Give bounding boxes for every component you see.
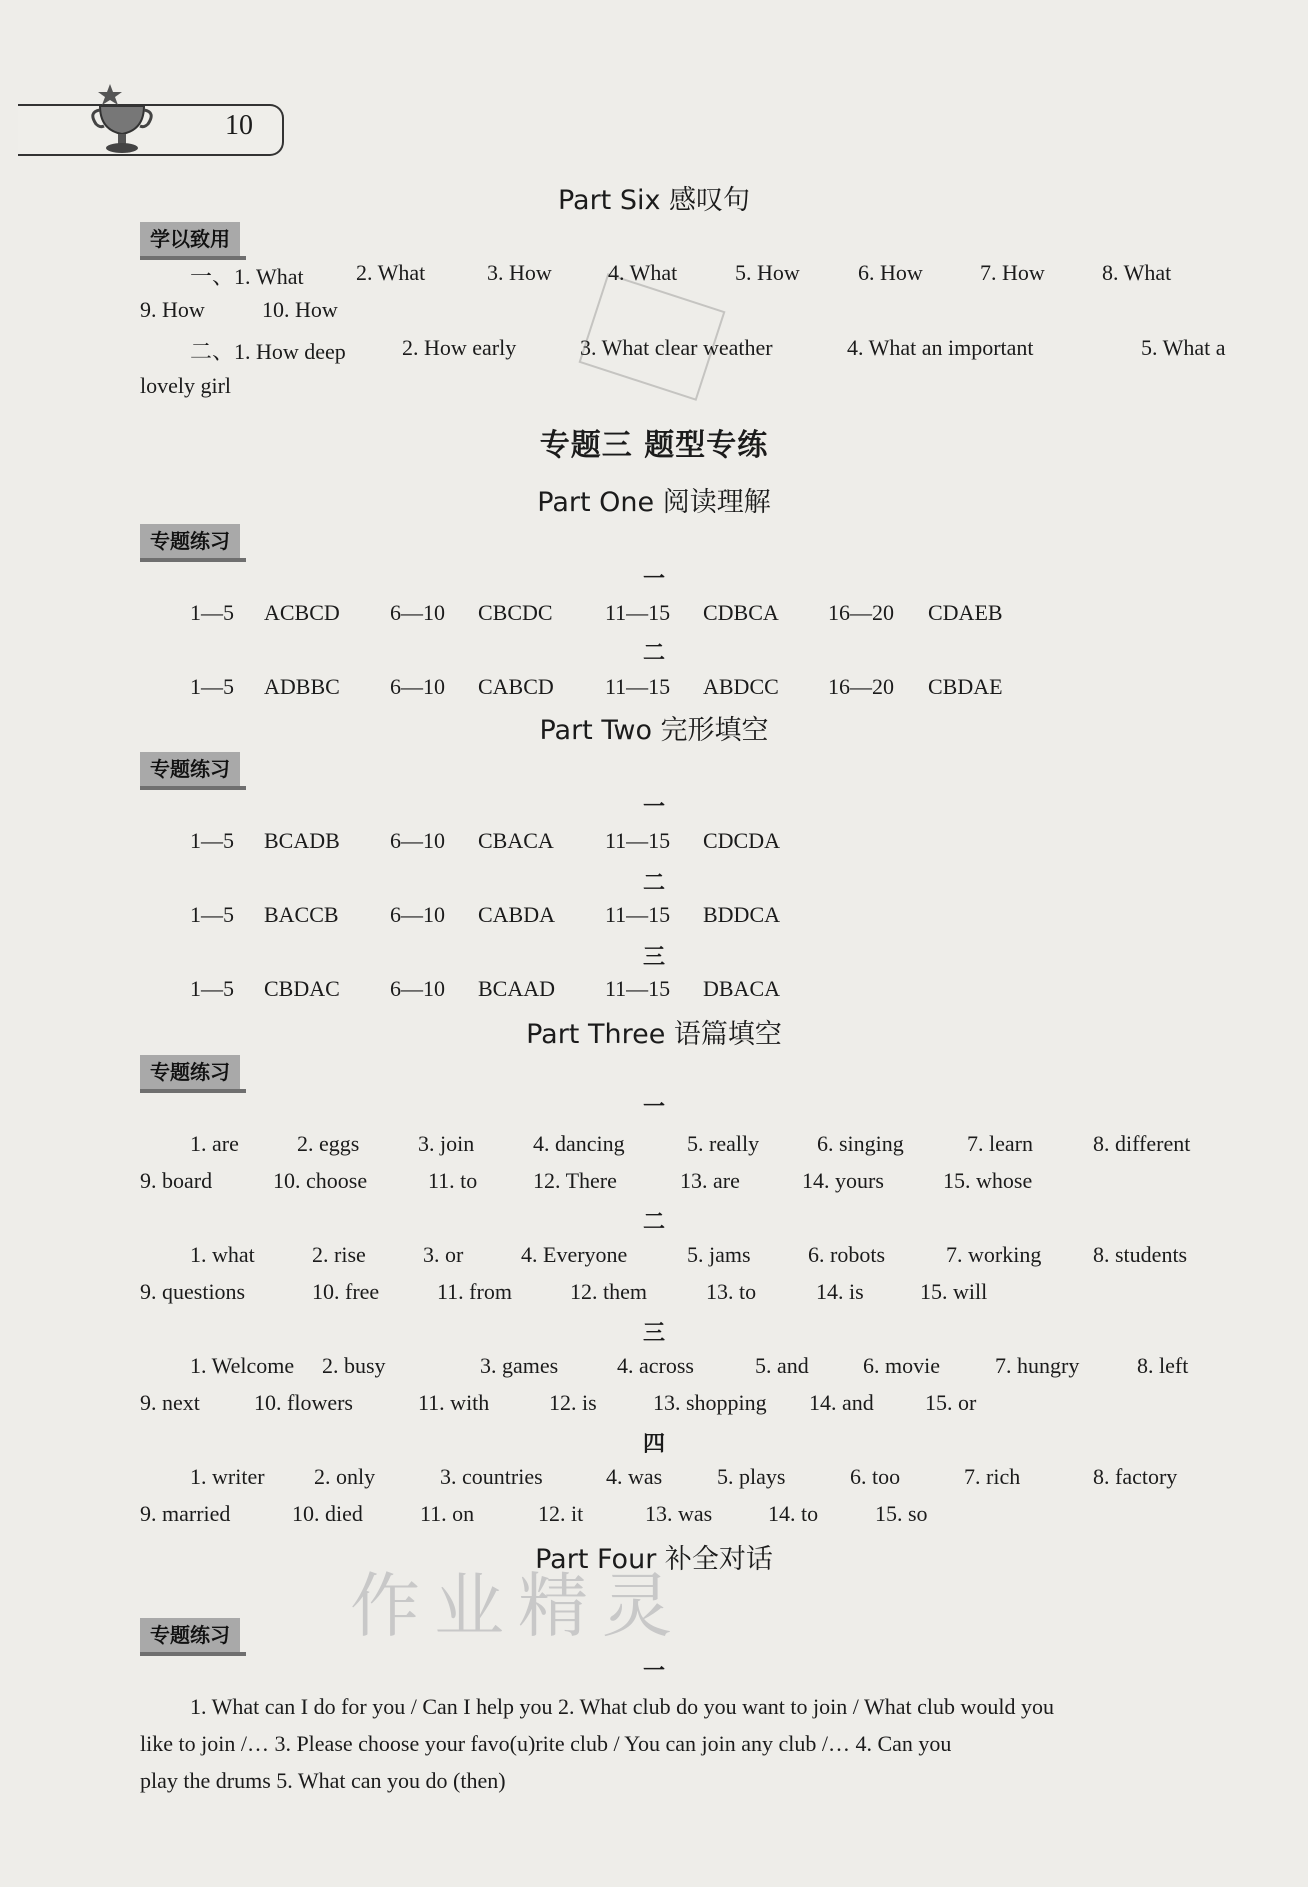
answer-range: 11—15 xyxy=(605,976,671,1001)
answer-item: 5. really xyxy=(687,1131,760,1156)
answer-item: 1. writer xyxy=(190,1464,265,1489)
answer-item: 14. to xyxy=(768,1501,819,1526)
answer-item: 7. learn xyxy=(967,1131,1033,1156)
answer-key: CBCDC xyxy=(478,600,553,625)
answer-key: CBDAE xyxy=(928,674,1003,699)
answer-item: 一、1. What xyxy=(190,264,304,289)
answer-item: 9. questions xyxy=(140,1279,246,1304)
answer-item: 7. hungry xyxy=(995,1353,1080,1378)
answer-item: 15. or xyxy=(925,1390,977,1415)
section-marker: 一 xyxy=(642,795,665,820)
answer-item: 5. How xyxy=(735,260,800,285)
section-marker: 三 xyxy=(642,1321,665,1346)
answer-key: BACCB xyxy=(264,902,339,927)
dialogue-answer-line: like to join /… 3. Please choose your favo(u)rite club / You can join any club /… 4. Can you xyxy=(140,1731,952,1756)
answer-item: 3. What clear weather xyxy=(580,335,773,360)
badge-practice: 专题练习 xyxy=(140,1055,240,1089)
answer-item: 4. was xyxy=(606,1464,663,1489)
answer-key: DBACA xyxy=(703,976,781,1001)
answer-item: 14. yours xyxy=(802,1168,884,1193)
answer-item: 10. How xyxy=(262,297,338,322)
answer-item: 2. only xyxy=(314,1464,376,1489)
answer-item: 6. movie xyxy=(863,1353,940,1378)
answer-key: BDDCA xyxy=(703,902,781,927)
answer-item: 4. Everyone xyxy=(521,1242,628,1267)
answer-item: 11. on xyxy=(420,1501,475,1526)
answer-range: 11—15 xyxy=(605,600,671,625)
answer-key: CDAEB xyxy=(928,600,1003,625)
answer-item: lovely girl xyxy=(140,373,232,398)
answer-item: 15. will xyxy=(920,1279,988,1304)
answer-item: 8. different xyxy=(1093,1131,1191,1156)
answer-item: 5. and xyxy=(755,1353,809,1378)
section-marker: 二 xyxy=(642,1210,665,1235)
section-marker: 一 xyxy=(642,1659,665,1684)
answer-item: 4. dancing xyxy=(533,1131,625,1156)
part-three-title: Part Three 语篇填空 xyxy=(526,1019,782,1050)
dialogue-answer-line: 1. What can I do for you / Can I help you 2. What club do you want to join / What club would you xyxy=(190,1694,1054,1719)
answer-range: 11—15 xyxy=(605,902,671,927)
section-marker: 二 xyxy=(642,871,665,896)
answer-range: 6—10 xyxy=(390,976,445,1001)
answer-item: 13. are xyxy=(680,1168,740,1193)
answer-item: 6. How xyxy=(858,260,923,285)
answer-item: 12. it xyxy=(538,1501,584,1526)
section-marker: 二 xyxy=(642,641,665,666)
answer-range: 1—5 xyxy=(190,828,234,853)
answer-item: 2. How early xyxy=(402,335,517,360)
answer-key: CDBCA xyxy=(703,600,779,625)
answer-item: 8. students xyxy=(1093,1242,1188,1267)
answer-item: 2. What xyxy=(356,260,426,285)
answer-key: CDCDA xyxy=(703,828,781,853)
part-one-title: Part One 阅读理解 xyxy=(537,487,771,518)
answer-item: 13. to xyxy=(706,1279,757,1304)
answer-range: 1—5 xyxy=(190,674,234,699)
answer-key: CABCD xyxy=(478,674,554,699)
answer-range: 6—10 xyxy=(390,828,445,853)
badge-practice: 专题练习 xyxy=(140,1618,240,1652)
answer-item: 6. robots xyxy=(808,1242,885,1267)
answer-item: 2. eggs xyxy=(297,1131,360,1156)
answer-item: 9. next xyxy=(140,1390,200,1415)
answer-item: 4. What an important xyxy=(847,335,1034,360)
answer-item: 1. are xyxy=(190,1131,239,1156)
page-number: 10 xyxy=(225,110,253,141)
answer-item: 3. or xyxy=(423,1242,464,1267)
answer-item: 8. left xyxy=(1137,1353,1189,1378)
part-two-title: Part Two 完形填空 xyxy=(539,715,769,746)
answer-range: 1—5 xyxy=(190,976,234,1001)
answer-item: 5. What a xyxy=(1141,335,1226,360)
section-marker: 一 xyxy=(642,1095,665,1120)
topic-three-title: 专题三 题型专练 xyxy=(539,428,769,463)
answer-range: 16—20 xyxy=(828,600,894,625)
section-marker: 四 xyxy=(642,1432,665,1457)
answer-range: 1—5 xyxy=(190,902,234,927)
answer-item: 9. married xyxy=(140,1501,231,1526)
watermark: 作业精灵 xyxy=(350,1565,686,1647)
answer-item: 11. with xyxy=(418,1390,490,1415)
trophy-icon xyxy=(86,78,158,158)
badge-practice: 专题练习 xyxy=(140,524,240,558)
answer-item: 3. countries xyxy=(440,1464,543,1489)
answer-item: 5. jams xyxy=(687,1242,751,1267)
badge-apply: 学以致用 xyxy=(140,222,240,256)
answer-key: ADBBC xyxy=(264,674,340,699)
answer-item: 4. across xyxy=(617,1353,694,1378)
answer-key: BCADB xyxy=(264,828,340,853)
answer-item: 15. so xyxy=(875,1501,928,1526)
answer-range: 6—10 xyxy=(390,600,445,625)
answer-item: 10. free xyxy=(312,1279,380,1304)
answer-item: 10. died xyxy=(292,1501,363,1526)
answer-item: 3. How xyxy=(487,260,552,285)
answer-item: 14. and xyxy=(809,1390,874,1415)
answer-range: 11—15 xyxy=(605,828,671,853)
answer-key: CBDAC xyxy=(264,976,340,1001)
answer-item: 2. busy xyxy=(322,1353,386,1378)
answer-item: 8. What xyxy=(1102,260,1172,285)
answer-item: 13. was xyxy=(645,1501,713,1526)
section-marker: 三 xyxy=(642,945,665,970)
answer-item: 13. shopping xyxy=(653,1390,767,1415)
answer-item: 12. There xyxy=(533,1168,617,1193)
answer-item: 7. working xyxy=(946,1242,1042,1267)
answer-range: 6—10 xyxy=(390,902,445,927)
part-six-title: Part Six 感叹句 xyxy=(557,185,751,216)
answer-item: 二、1. How deep xyxy=(190,339,346,364)
answer-item: 1. what xyxy=(190,1242,255,1267)
badge-practice: 专题练习 xyxy=(140,752,240,786)
answer-range: 16—20 xyxy=(828,674,894,699)
answer-item: 12. is xyxy=(549,1390,597,1415)
answer-key: CABDA xyxy=(478,902,556,927)
answer-item: 5. plays xyxy=(717,1464,786,1489)
answer-range: 6—10 xyxy=(390,674,445,699)
answer-item: 15. whose xyxy=(943,1168,1033,1193)
section-marker: 一 xyxy=(642,567,665,592)
answer-item: 14. is xyxy=(816,1279,864,1304)
answer-item: 10. choose xyxy=(273,1168,368,1193)
answer-range: 11—15 xyxy=(605,674,671,699)
answer-item: 2. rise xyxy=(312,1242,366,1267)
answer-item: 4. What xyxy=(608,260,678,285)
answer-item: 11. from xyxy=(437,1279,512,1304)
answer-key: ACBCD xyxy=(264,600,340,625)
part-four-title: Part Four 补全对话 xyxy=(535,1544,773,1575)
answer-item: 8. factory xyxy=(1093,1464,1178,1489)
answer-key: BCAAD xyxy=(478,976,556,1001)
answer-item: 3. join xyxy=(418,1131,475,1156)
answer-range: 1—5 xyxy=(190,600,234,625)
dialogue-answer-line: play the drums 5. What can you do (then) xyxy=(140,1768,506,1793)
answer-item: 11. to xyxy=(428,1168,478,1193)
answer-item: 1. Welcome xyxy=(190,1353,295,1378)
answer-item: 9. board xyxy=(140,1168,213,1193)
answer-item: 7. rich xyxy=(964,1464,1021,1489)
answer-item: 6. singing xyxy=(817,1131,904,1156)
answer-item: 10. flowers xyxy=(254,1390,353,1415)
answer-item: 9. How xyxy=(140,297,205,322)
answer-item: 7. How xyxy=(980,260,1045,285)
answer-item: 12. them xyxy=(570,1279,647,1304)
answer-item: 3. games xyxy=(480,1353,559,1378)
answer-key: CBACA xyxy=(478,828,554,853)
answer-item: 6. too xyxy=(850,1464,901,1489)
answer-key: ABDCC xyxy=(703,674,779,699)
